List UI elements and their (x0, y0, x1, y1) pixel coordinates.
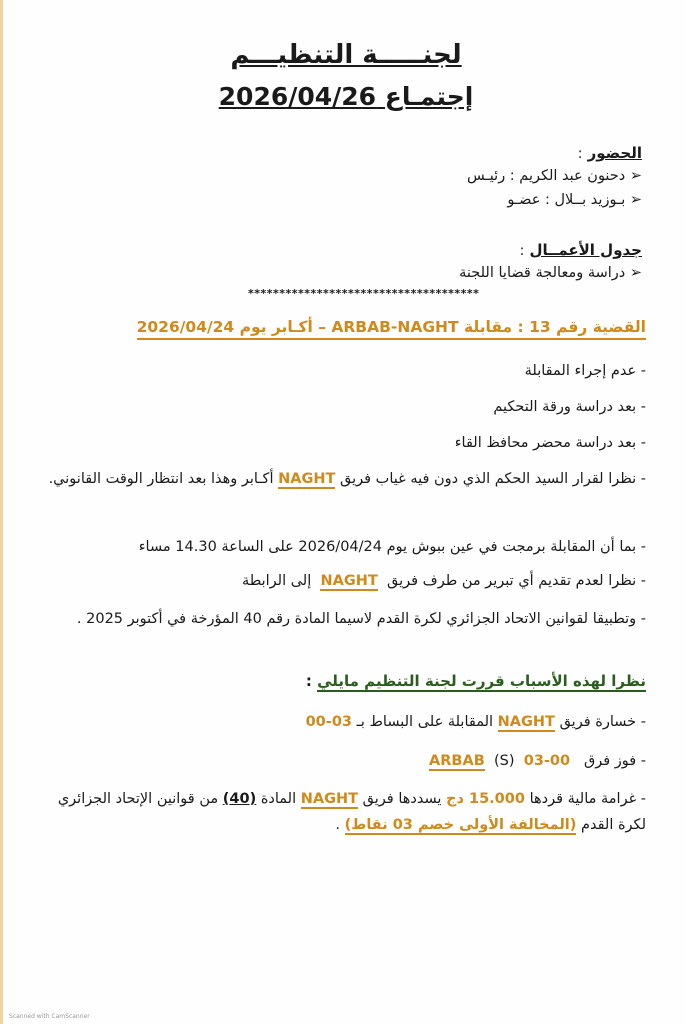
team-arbab: ARBAB (429, 753, 485, 769)
committee-title: لجنـــــة التنظيـــم (230, 40, 462, 70)
team-naght-loss: NAGHT (497, 714, 555, 730)
case-title-text: القضية رقم 13 : مقابلة ARBAB-NAGHT – أكـابر يوم 2026/04/24 (137, 318, 646, 340)
ruling-fine-text-c: المادة (260, 791, 297, 807)
ruling-fine-text-b: يسددها فريق (362, 791, 442, 807)
item-referee-text-b: أكـابر وهذا بعد انتظار الوقت القانوني. (48, 471, 274, 487)
decision-heading (306, 672, 646, 690)
item-regulations: - وتطبيقا لقوانين الاتحاد الجزائري لكرة القدم لاسيما المادة رقم 40 المؤرخة في أكتوبر 2025 . (76, 611, 646, 627)
item-no-justification (41, 568, 646, 594)
agenda-heading (519, 240, 642, 259)
ruling-fine-text-d: من قوانين الإتحاد الجزائري لكرة القدم (57, 791, 646, 833)
ruling-loss-score: 03-00 (305, 714, 352, 730)
team-naght-justification: NAGHT (320, 573, 378, 589)
item-commissioner-text: - بعد دراسة محضر محافظ القاء (454, 435, 646, 451)
ruling-fine (41, 786, 646, 838)
separator-stars: ************************************* (248, 287, 480, 300)
ruling-win-s: (S) (493, 753, 515, 769)
ruling-loss-text-b: المقابلة على البساط بـ (356, 714, 494, 730)
case-title (137, 318, 646, 336)
item-no-match: - عدم إجراء المقابلة (524, 363, 646, 379)
ruling-win-text: - فوز فرق (583, 753, 646, 769)
item-justification-text-b: إلى الرابطة (241, 573, 312, 589)
member-member: ➢ بـوزيد بــلال : عضـو (507, 192, 642, 208)
ruling-fine-text: - غرامة مالية قردها (529, 791, 646, 807)
decision-title: نظرا لهذه الأسباب قررت لجنة التنظيم مايلي (317, 672, 646, 690)
attendance-heading (578, 143, 642, 162)
item-referee-sheet: - بعد دراسة ورقة التحكيم (493, 399, 646, 415)
item-justification-text-a: - نظرا لعدم تقديم أي تبرير من طرف فريق (387, 573, 646, 589)
ruling-fine-end: . (335, 817, 341, 833)
ruling-loss-text: - خسارة فريق (559, 714, 646, 730)
attendance-colon: : (577, 146, 583, 162)
scanner-watermark: Scanned with CamScanner (9, 1013, 90, 1020)
ruling-loss (41, 709, 646, 735)
ruling-fine-amount: 15.000 دج (446, 791, 525, 807)
decision-colon: : (305, 672, 312, 690)
ruling-fine-note: (المخالفة الأولى خصم 03 نقاط) (344, 817, 577, 833)
ruling-win (41, 748, 646, 774)
item-schedule: - بما أن المقابلة برمجت في عين ببوش يوم 2026/04/24 على الساعة 14.30 مساء (138, 539, 646, 555)
team-naght-ref: NAGHT (278, 471, 336, 487)
attendance-title: الحضور (587, 144, 642, 162)
member-president: ➢ دحنون عبد الكريم : رئيـس (467, 168, 642, 184)
agenda-title: جدول الأعمــال (529, 241, 642, 259)
item-referee-text-a: - نظرا لقرار السيد الحكم الذي دون فيه غياب فريق (340, 471, 646, 487)
ruling-win-score: 03-00 (523, 753, 571, 769)
item-referee-decision (41, 466, 646, 492)
item-commissioner-report (41, 430, 646, 456)
ruling-fine-article: (40) (222, 791, 257, 807)
team-naght-fine: NAGHT (300, 791, 359, 807)
agenda-item: ➢ دراسة ومعالجة قضايا اللجنة (459, 265, 642, 281)
meeting-title: إجتمـاع 2026/04/26 (218, 82, 474, 111)
agenda-colon: : (519, 243, 525, 259)
